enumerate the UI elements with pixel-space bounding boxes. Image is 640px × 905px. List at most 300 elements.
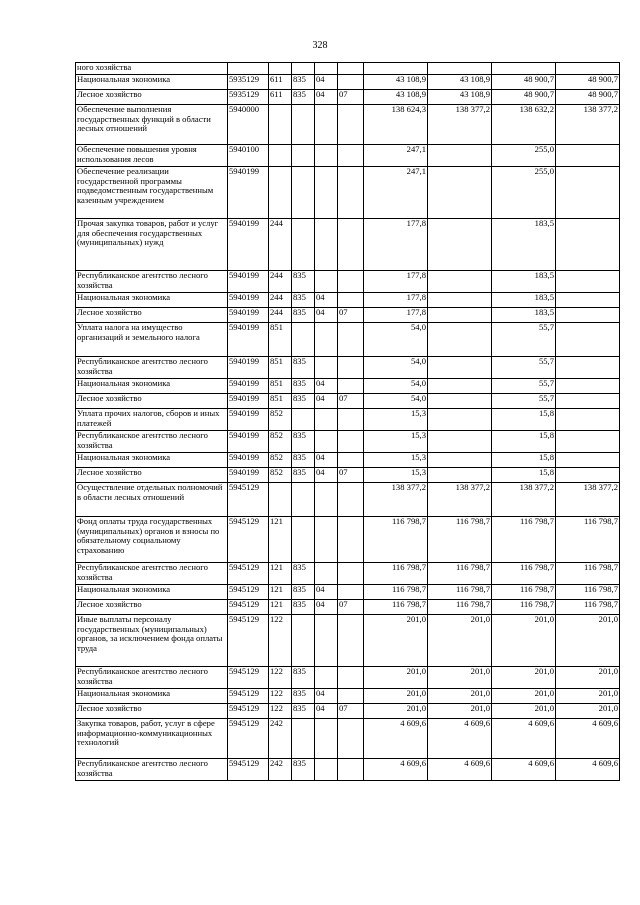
administrator-code: 835 <box>292 759 315 781</box>
subsection-code <box>338 271 364 293</box>
expense-type-code: 244 <box>269 219 292 271</box>
row-name: Уплата прочих налогов, сборов и иных платежей <box>76 409 228 431</box>
table-row <box>76 293 620 308</box>
amount-2 <box>428 145 492 167</box>
amount-1: 201,0 <box>364 689 428 704</box>
subsection-code: 07 <box>338 308 364 323</box>
row-name: Обеспечение выполнения государственных функций в области лесных отношений <box>76 105 228 145</box>
amount-4 <box>556 357 620 379</box>
amount-2 <box>428 271 492 293</box>
administrator-code <box>292 323 315 357</box>
table-row <box>76 105 620 145</box>
amount-1: 15,3 <box>364 468 428 483</box>
amount-2: 138 377,2 <box>428 483 492 517</box>
expense-type-code <box>269 483 292 517</box>
target-article-code: 5945129 <box>228 483 269 517</box>
table-row <box>76 704 620 719</box>
amount-3: 183,5 <box>492 219 556 271</box>
subsection-code: 07 <box>338 394 364 409</box>
amount-2 <box>428 323 492 357</box>
amount-4: 116 798,7 <box>556 585 620 600</box>
target-article-code: 5940199 <box>228 293 269 308</box>
target-article-code: 5940199 <box>228 453 269 468</box>
subsection-code <box>338 293 364 308</box>
amount-3: 138 377,2 <box>492 483 556 517</box>
amount-2 <box>428 308 492 323</box>
administrator-code <box>292 219 315 271</box>
amount-2: 4 609,6 <box>428 719 492 759</box>
target-article-code: 5940199 <box>228 167 269 219</box>
expense-type-code: 244 <box>269 271 292 293</box>
expense-type-code: 122 <box>269 704 292 719</box>
row-name: Фонд оплаты труда государственных (муниципальных) органов и взносы по обязательному социальному страхованию <box>76 517 228 563</box>
subsection-code <box>338 323 364 357</box>
amount-4 <box>556 323 620 357</box>
amount-4: 201,0 <box>556 667 620 689</box>
amount-2: 43 108,9 <box>428 75 492 90</box>
amount-2 <box>428 431 492 453</box>
amount-4: 138 377,2 <box>556 105 620 145</box>
amount-1: 177,8 <box>364 293 428 308</box>
amount-3: 15,8 <box>492 468 556 483</box>
section-code <box>315 271 338 293</box>
amount-2 <box>428 409 492 431</box>
amount-3: 15,8 <box>492 453 556 468</box>
row-name: Лесное хозяйство <box>76 600 228 615</box>
target-article-code: 5940199 <box>228 308 269 323</box>
section-code <box>315 63 338 75</box>
administrator-code: 835 <box>292 308 315 323</box>
amount-3: 15,8 <box>492 409 556 431</box>
amount-1: 43 108,9 <box>364 90 428 105</box>
section-code <box>315 431 338 453</box>
amount-4 <box>556 379 620 394</box>
expense-type-code: 851 <box>269 394 292 409</box>
expense-type-code: 122 <box>269 615 292 667</box>
expense-type-code: 121 <box>269 563 292 585</box>
amount-2: 201,0 <box>428 615 492 667</box>
section-code: 04 <box>315 379 338 394</box>
target-article-code: 5940199 <box>228 394 269 409</box>
administrator-code: 835 <box>292 271 315 293</box>
section-code <box>315 759 338 781</box>
table-row <box>76 483 620 517</box>
administrator-code <box>292 483 315 517</box>
amount-4: 201,0 <box>556 615 620 667</box>
amount-4 <box>556 145 620 167</box>
expense-type-code: 852 <box>269 431 292 453</box>
amount-3: 48 900,7 <box>492 75 556 90</box>
amount-4: 116 798,7 <box>556 600 620 615</box>
amount-3: 116 798,7 <box>492 517 556 563</box>
administrator-code: 835 <box>292 293 315 308</box>
amount-3: 55,7 <box>492 357 556 379</box>
table-row <box>76 585 620 600</box>
table-row <box>76 63 620 75</box>
amount-4: 4 609,6 <box>556 719 620 759</box>
target-article-code: 5945129 <box>228 667 269 689</box>
amount-4: 116 798,7 <box>556 517 620 563</box>
amount-2 <box>428 293 492 308</box>
row-name: Обеспечение повышения уровня использования лесов <box>76 145 228 167</box>
administrator-code: 835 <box>292 704 315 719</box>
subsection-code <box>338 667 364 689</box>
section-code: 04 <box>315 689 338 704</box>
row-name: Республиканское агентство лесного хозяйства <box>76 667 228 689</box>
row-name: Республиканское агентство лесного хозяйства <box>76 563 228 585</box>
amount-1: 116 798,7 <box>364 563 428 585</box>
expense-type-code: 611 <box>269 90 292 105</box>
row-name: Республиканское агентство лесного хозяйства <box>76 357 228 379</box>
amount-1: 201,0 <box>364 704 428 719</box>
amount-3: 4 609,6 <box>492 719 556 759</box>
amount-1: 116 798,7 <box>364 585 428 600</box>
subsection-code <box>338 145 364 167</box>
subsection-code <box>338 517 364 563</box>
subsection-code: 07 <box>338 704 364 719</box>
section-code <box>315 615 338 667</box>
amount-4: 48 900,7 <box>556 90 620 105</box>
amount-2: 138 377,2 <box>428 105 492 145</box>
subsection-code <box>338 357 364 379</box>
amount-2 <box>428 63 492 75</box>
amount-1: 201,0 <box>364 615 428 667</box>
amount-2: 201,0 <box>428 704 492 719</box>
row-name: Прочая закупка товаров, работ и услуг для обеспечения государственных (муниципальных) нужд <box>76 219 228 271</box>
amount-4 <box>556 453 620 468</box>
subsection-code <box>338 563 364 585</box>
expense-type-code <box>269 145 292 167</box>
budget-table <box>75 62 620 781</box>
expense-type-code: 121 <box>269 600 292 615</box>
amount-2 <box>428 379 492 394</box>
expense-type-code <box>269 167 292 219</box>
table-body <box>76 63 620 781</box>
amount-2: 4 609,6 <box>428 759 492 781</box>
table-row <box>76 167 620 219</box>
amount-3: 183,5 <box>492 293 556 308</box>
amount-3: 48 900,7 <box>492 90 556 105</box>
amount-1: 4 609,6 <box>364 759 428 781</box>
table-row <box>76 379 620 394</box>
target-article-code: 5940199 <box>228 431 269 453</box>
administrator-code: 835 <box>292 379 315 394</box>
amount-3: 116 798,7 <box>492 600 556 615</box>
amount-1: 15,3 <box>364 409 428 431</box>
amount-2 <box>428 453 492 468</box>
row-name: Национальная экономика <box>76 75 228 90</box>
target-article-code: 5940199 <box>228 379 269 394</box>
amount-4 <box>556 409 620 431</box>
section-code: 04 <box>315 293 338 308</box>
target-article-code: 5940199 <box>228 409 269 431</box>
amount-1: 177,8 <box>364 271 428 293</box>
subsection-code: 07 <box>338 468 364 483</box>
target-article-code: 5945129 <box>228 689 269 704</box>
expense-type-code: 852 <box>269 453 292 468</box>
section-code <box>315 145 338 167</box>
administrator-code: 835 <box>292 357 315 379</box>
amount-1: 54,0 <box>364 357 428 379</box>
section-code <box>315 409 338 431</box>
administrator-code: 835 <box>292 585 315 600</box>
target-article-code: 5940199 <box>228 323 269 357</box>
subsection-code: 07 <box>338 600 364 615</box>
amount-1: 138 624,3 <box>364 105 428 145</box>
subsection-code <box>338 431 364 453</box>
amount-1: 201,0 <box>364 667 428 689</box>
target-article-code: 5945129 <box>228 615 269 667</box>
table-row <box>76 271 620 293</box>
table-row <box>76 219 620 271</box>
subsection-code <box>338 219 364 271</box>
section-code <box>315 563 338 585</box>
administrator-code <box>292 167 315 219</box>
administrator-code: 835 <box>292 468 315 483</box>
amount-1: 116 798,7 <box>364 517 428 563</box>
target-article-code: 5945129 <box>228 517 269 563</box>
table-row <box>76 308 620 323</box>
section-code: 04 <box>315 704 338 719</box>
expense-type-code: 244 <box>269 293 292 308</box>
section-code: 04 <box>315 394 338 409</box>
subsection-code <box>338 105 364 145</box>
subsection-code <box>338 167 364 219</box>
expense-type-code <box>269 105 292 145</box>
subsection-code <box>338 63 364 75</box>
page-number: 328 <box>312 40 328 51</box>
subsection-code <box>338 453 364 468</box>
amount-1: 4 609,6 <box>364 719 428 759</box>
amount-3 <box>492 63 556 75</box>
amount-4 <box>556 394 620 409</box>
amount-1: 54,0 <box>364 379 428 394</box>
amount-4 <box>556 167 620 219</box>
section-code <box>315 719 338 759</box>
expense-type-code: 121 <box>269 585 292 600</box>
target-article-code: 5945129 <box>228 719 269 759</box>
administrator-code <box>292 719 315 759</box>
target-article-code: 5945129 <box>228 600 269 615</box>
target-article-code: 5945129 <box>228 585 269 600</box>
subsection-code <box>338 759 364 781</box>
target-article-code: 5940199 <box>228 468 269 483</box>
administrator-code: 835 <box>292 394 315 409</box>
table-row <box>76 409 620 431</box>
section-code <box>315 517 338 563</box>
row-name: Осуществление отдельных полномочий в области лесных отношений <box>76 483 228 517</box>
amount-1: 138 377,2 <box>364 483 428 517</box>
amount-4 <box>556 308 620 323</box>
amount-3: 255,0 <box>492 145 556 167</box>
row-name: Закупка товаров, работ, услуг в сфере информационно-коммуникационных технологий <box>76 719 228 759</box>
expense-type-code: 851 <box>269 357 292 379</box>
amount-3: 4 609,6 <box>492 759 556 781</box>
row-name: Лесное хозяйство <box>76 90 228 105</box>
target-article-code: 5945129 <box>228 759 269 781</box>
section-code: 04 <box>315 90 338 105</box>
section-code <box>315 219 338 271</box>
amount-2: 116 798,7 <box>428 585 492 600</box>
row-name: Лесное хозяйство <box>76 704 228 719</box>
subsection-code <box>338 483 364 517</box>
expense-type-code: 852 <box>269 468 292 483</box>
row-name: Уплата налога на имущество организаций и земельного налога <box>76 323 228 357</box>
row-name: Республиканское агентство лесного хозяйства <box>76 431 228 453</box>
amount-3: 201,0 <box>492 615 556 667</box>
administrator-code: 835 <box>292 75 315 90</box>
amount-3: 15,8 <box>492 431 556 453</box>
table-row <box>76 563 620 585</box>
target-article-code <box>228 63 269 75</box>
expense-type-code: 121 <box>269 517 292 563</box>
table-row <box>76 90 620 105</box>
section-code <box>315 357 338 379</box>
amount-4 <box>556 468 620 483</box>
amount-1 <box>364 63 428 75</box>
amount-1: 54,0 <box>364 394 428 409</box>
amount-2 <box>428 394 492 409</box>
amount-4 <box>556 219 620 271</box>
amount-3: 55,7 <box>492 394 556 409</box>
target-article-code: 5940199 <box>228 219 269 271</box>
amount-4: 116 798,7 <box>556 563 620 585</box>
administrator-code <box>292 63 315 75</box>
subsection-code <box>338 75 364 90</box>
administrator-code <box>292 517 315 563</box>
table-row <box>76 75 620 90</box>
amount-1: 15,3 <box>364 453 428 468</box>
amount-3: 183,5 <box>492 271 556 293</box>
table-row <box>76 667 620 689</box>
amount-4: 201,0 <box>556 689 620 704</box>
table-row <box>76 600 620 615</box>
subsection-code <box>338 719 364 759</box>
section-code: 04 <box>315 600 338 615</box>
table-row <box>76 357 620 379</box>
target-article-code: 5940000 <box>228 105 269 145</box>
section-code <box>315 483 338 517</box>
amount-4: 201,0 <box>556 704 620 719</box>
amount-1: 116 798,7 <box>364 600 428 615</box>
row-name: Национальная экономика <box>76 689 228 704</box>
administrator-code <box>292 145 315 167</box>
amount-3: 116 798,7 <box>492 563 556 585</box>
target-article-code: 5940199 <box>228 271 269 293</box>
amount-3: 201,0 <box>492 704 556 719</box>
row-name: Лесное хозяйство <box>76 394 228 409</box>
amount-3: 255,0 <box>492 167 556 219</box>
amount-3: 183,5 <box>492 308 556 323</box>
administrator-code: 835 <box>292 90 315 105</box>
amount-2 <box>428 468 492 483</box>
amount-2 <box>428 219 492 271</box>
amount-2 <box>428 167 492 219</box>
amount-4: 48 900,7 <box>556 75 620 90</box>
table-row <box>76 468 620 483</box>
amount-2: 116 798,7 <box>428 517 492 563</box>
subsection-code: 07 <box>338 90 364 105</box>
row-name: Лесное хозяйство <box>76 308 228 323</box>
table-row <box>76 431 620 453</box>
table-row <box>76 453 620 468</box>
expense-type-code: 122 <box>269 667 292 689</box>
row-name: ного хозяйства <box>76 63 228 75</box>
row-name: Национальная экономика <box>76 379 228 394</box>
amount-3: 138 632,2 <box>492 105 556 145</box>
row-name: Республиканское агентство лесного хозяйства <box>76 271 228 293</box>
expense-type-code: 852 <box>269 409 292 431</box>
expense-type-code: 242 <box>269 759 292 781</box>
section-code: 04 <box>315 468 338 483</box>
section-code <box>315 667 338 689</box>
section-code: 04 <box>315 308 338 323</box>
administrator-code: 835 <box>292 689 315 704</box>
section-code: 04 <box>315 453 338 468</box>
target-article-code: 5945129 <box>228 704 269 719</box>
target-article-code: 5940199 <box>228 357 269 379</box>
row-name: Лесное хозяйство <box>76 468 228 483</box>
administrator-code <box>292 615 315 667</box>
administrator-code: 835 <box>292 453 315 468</box>
amount-3: 201,0 <box>492 689 556 704</box>
expense-type-code: 244 <box>269 308 292 323</box>
amount-3: 55,7 <box>492 323 556 357</box>
subsection-code <box>338 409 364 431</box>
amount-3: 201,0 <box>492 667 556 689</box>
amount-2: 201,0 <box>428 689 492 704</box>
subsection-code <box>338 615 364 667</box>
table-row <box>76 145 620 167</box>
table-row <box>76 689 620 704</box>
amount-4 <box>556 271 620 293</box>
amount-1: 177,8 <box>364 219 428 271</box>
administrator-code: 835 <box>292 431 315 453</box>
amount-4: 138 377,2 <box>556 483 620 517</box>
expense-type-code: 122 <box>269 689 292 704</box>
expense-type-code: 851 <box>269 379 292 394</box>
administrator-code: 835 <box>292 667 315 689</box>
administrator-code <box>292 409 315 431</box>
subsection-code <box>338 585 364 600</box>
row-name: Национальная экономика <box>76 585 228 600</box>
row-name: Республиканское агентство лесного хозяйства <box>76 759 228 781</box>
subsection-code <box>338 379 364 394</box>
amount-2: 116 798,7 <box>428 563 492 585</box>
expense-type-code: 611 <box>269 75 292 90</box>
amount-2: 116 798,7 <box>428 600 492 615</box>
expense-type-code <box>269 63 292 75</box>
amount-2 <box>428 357 492 379</box>
amount-4 <box>556 431 620 453</box>
expense-type-code: 851 <box>269 323 292 357</box>
section-code <box>315 167 338 219</box>
amount-1: 54,0 <box>364 323 428 357</box>
table-row <box>76 759 620 781</box>
expense-type-code: 242 <box>269 719 292 759</box>
row-name: Иные выплаты персоналу государственных (муниципальных) органов, за исключением фонда оплаты труда <box>76 615 228 667</box>
amount-1: 247,1 <box>364 145 428 167</box>
amount-3: 55,7 <box>492 379 556 394</box>
row-name: Обеспечение реализации государственной программы подведомственным государственным казенным учреждением <box>76 167 228 219</box>
amount-4: 4 609,6 <box>556 759 620 781</box>
amount-3: 116 798,7 <box>492 585 556 600</box>
table-row <box>76 517 620 563</box>
row-name: Национальная экономика <box>76 293 228 308</box>
amount-2: 201,0 <box>428 667 492 689</box>
section-code <box>315 105 338 145</box>
target-article-code: 5940100 <box>228 145 269 167</box>
